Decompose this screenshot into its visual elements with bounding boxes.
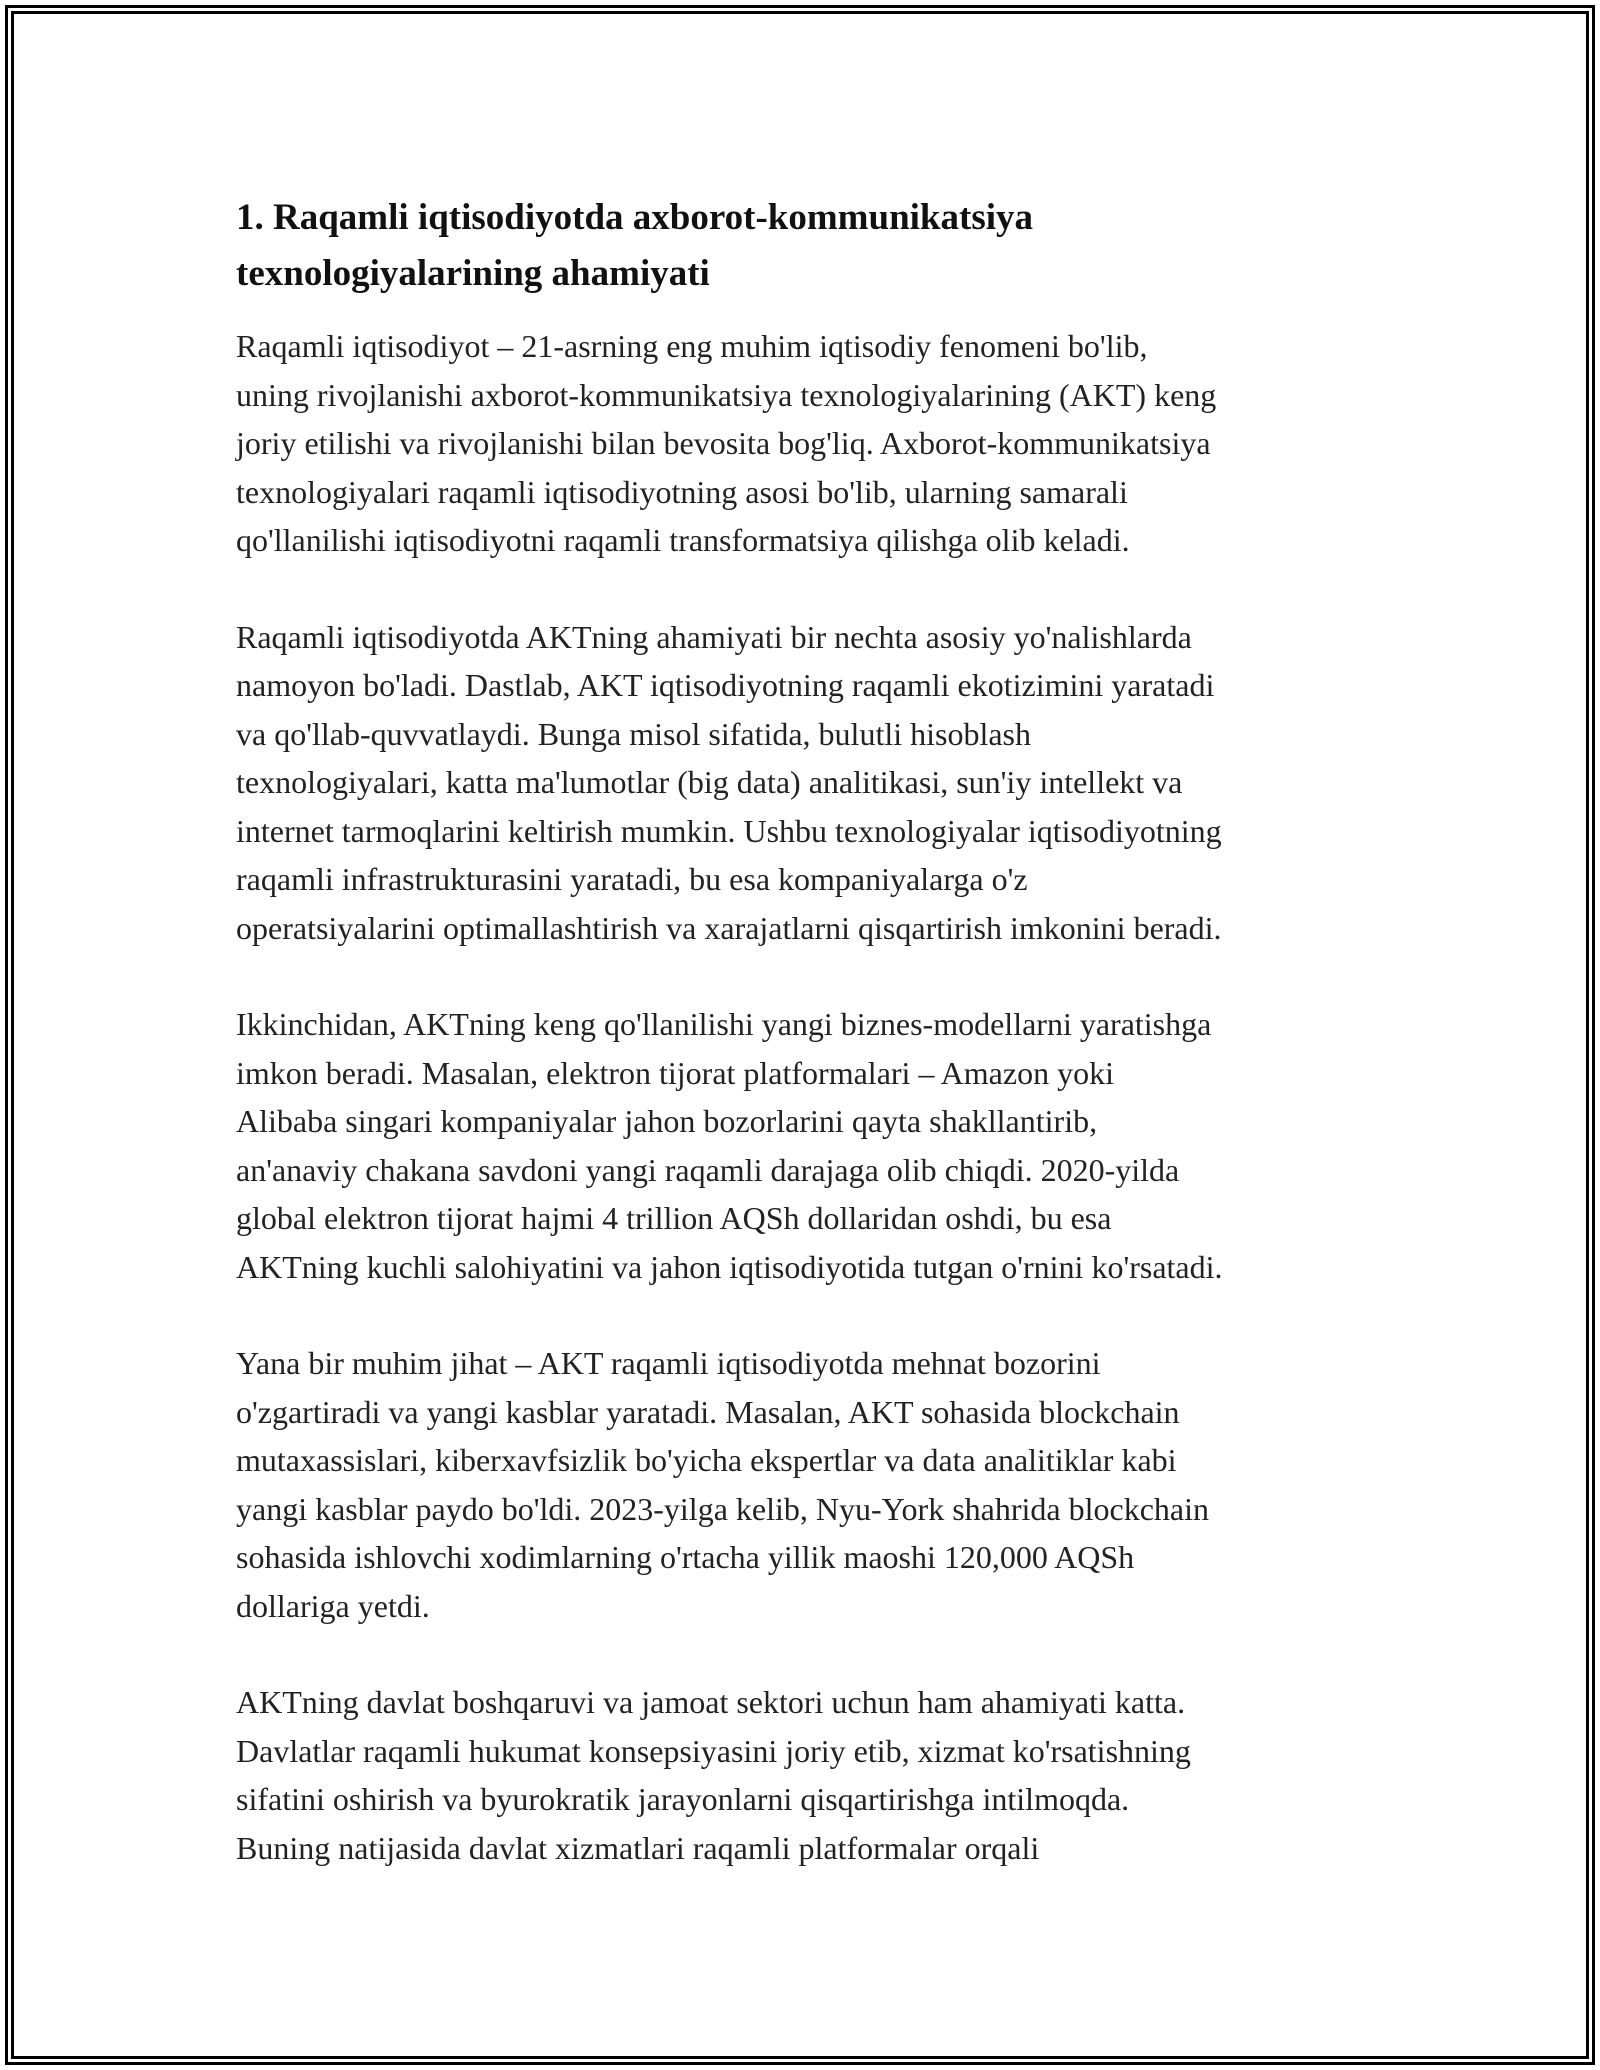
paragraph-2: Raqamli iqtisodiyotda AKTning ahamiyati bir nechta asosiy yo'nalishlarda namoyon bo'ladi. Dastlab, AKT iqtisodiyotning raqamli ekotizimini yaratadi va qo'llab-quvvatlaydi. Bunga misol sifatida, bulutli hisoblash texnologiyalari, katta ma'lumotlar (big data) analitikasi, sun'iy intellekt va internet tarmoqlarini keltirish mumkin. Ushbu texnologiyalar iqtisodiyotning raqamli infrastrukturasini yaratadi, bu esa kompaniyalarga o'z operatsiyalarini optimallashtirish va xarajatlarni qisqartirish imkonini beradi. bbox=[236, 618, 1222, 946]
document-body bbox=[236, 190, 1376, 1872]
section-title: 1. Raqamli iqtisodiyotda axborot-kommunikatsiya texnologiyalarining ahamiyati bbox=[236, 197, 1033, 294]
paragraph-4: Yana bir muhim jihat – AKT raqamli iqtisodiyotda mehnat bozorini o'zgartiradi va yangi kasblar yaratadi. Masalan, AKT sohasida blockchain mutaxassislari, kiberxavfsizlik bo'yicha ekspertlar va data analitiklar kabi yangi kasblar paydo bo'ldi. 2023-yilga kelib, Nyu-York shahrida blockchain sohasida ishlovchi xodimlarning o'rtacha yillik maoshi 120,000 AQSh dollariga yetdi. bbox=[236, 1345, 1209, 1624]
paragraph-5: AKTning davlat boshqaruvi va jamoat sektori uchun ham ahamiyati katta. Davlatlar raqamli hukumat konsepsiyasini joriy etib, xizmat ko'rsatishning sifatini oshirish va byurokratik jarayonlarni qisqartirishga intilmoqda. Buning natijasida davlat xizmatlari raqamli platformalar orqali bbox=[236, 1684, 1191, 1866]
paragraph-1: Raqamli iqtisodiyot – 21-asrning eng muhim iqtisodiy fenomeni bo'lib, uning rivojlanishi axborot-kommunikatsiya texnologiyalarining (AKT) keng joriy etilishi va rivojlanishi bilan bevosita bog'liq. Axborot-kommunikatsiya texnologiyalari raqamli iqtisodiyotning asosi bo'lib, ularning samarali qo'llanilishi iqtisodiyotni raqamli transformatsiya qilishga olib keladi. bbox=[236, 328, 1217, 558]
paragraph-3: Ikkinchidan, AKTning keng qo'llanilishi yangi biznes-modellarni yaratishga imkon beradi. Masalan, elektron tijorat platformalari – Amazon yoki Alibaba singari kompaniyalar jahon bozorlarini qayta shakllantirib, an'anaviy chakana savdoni yangi raqamli darajaga olib chiqdi. 2020-yilda global elektron tijorat hajmi 4 trillion AQSh dollaridan oshdi, bu esa AKTning kuchli salohiyatini va jahon iqtisodiyotida tutgan o'rnini ko'rsatadi. bbox=[236, 1006, 1223, 1285]
